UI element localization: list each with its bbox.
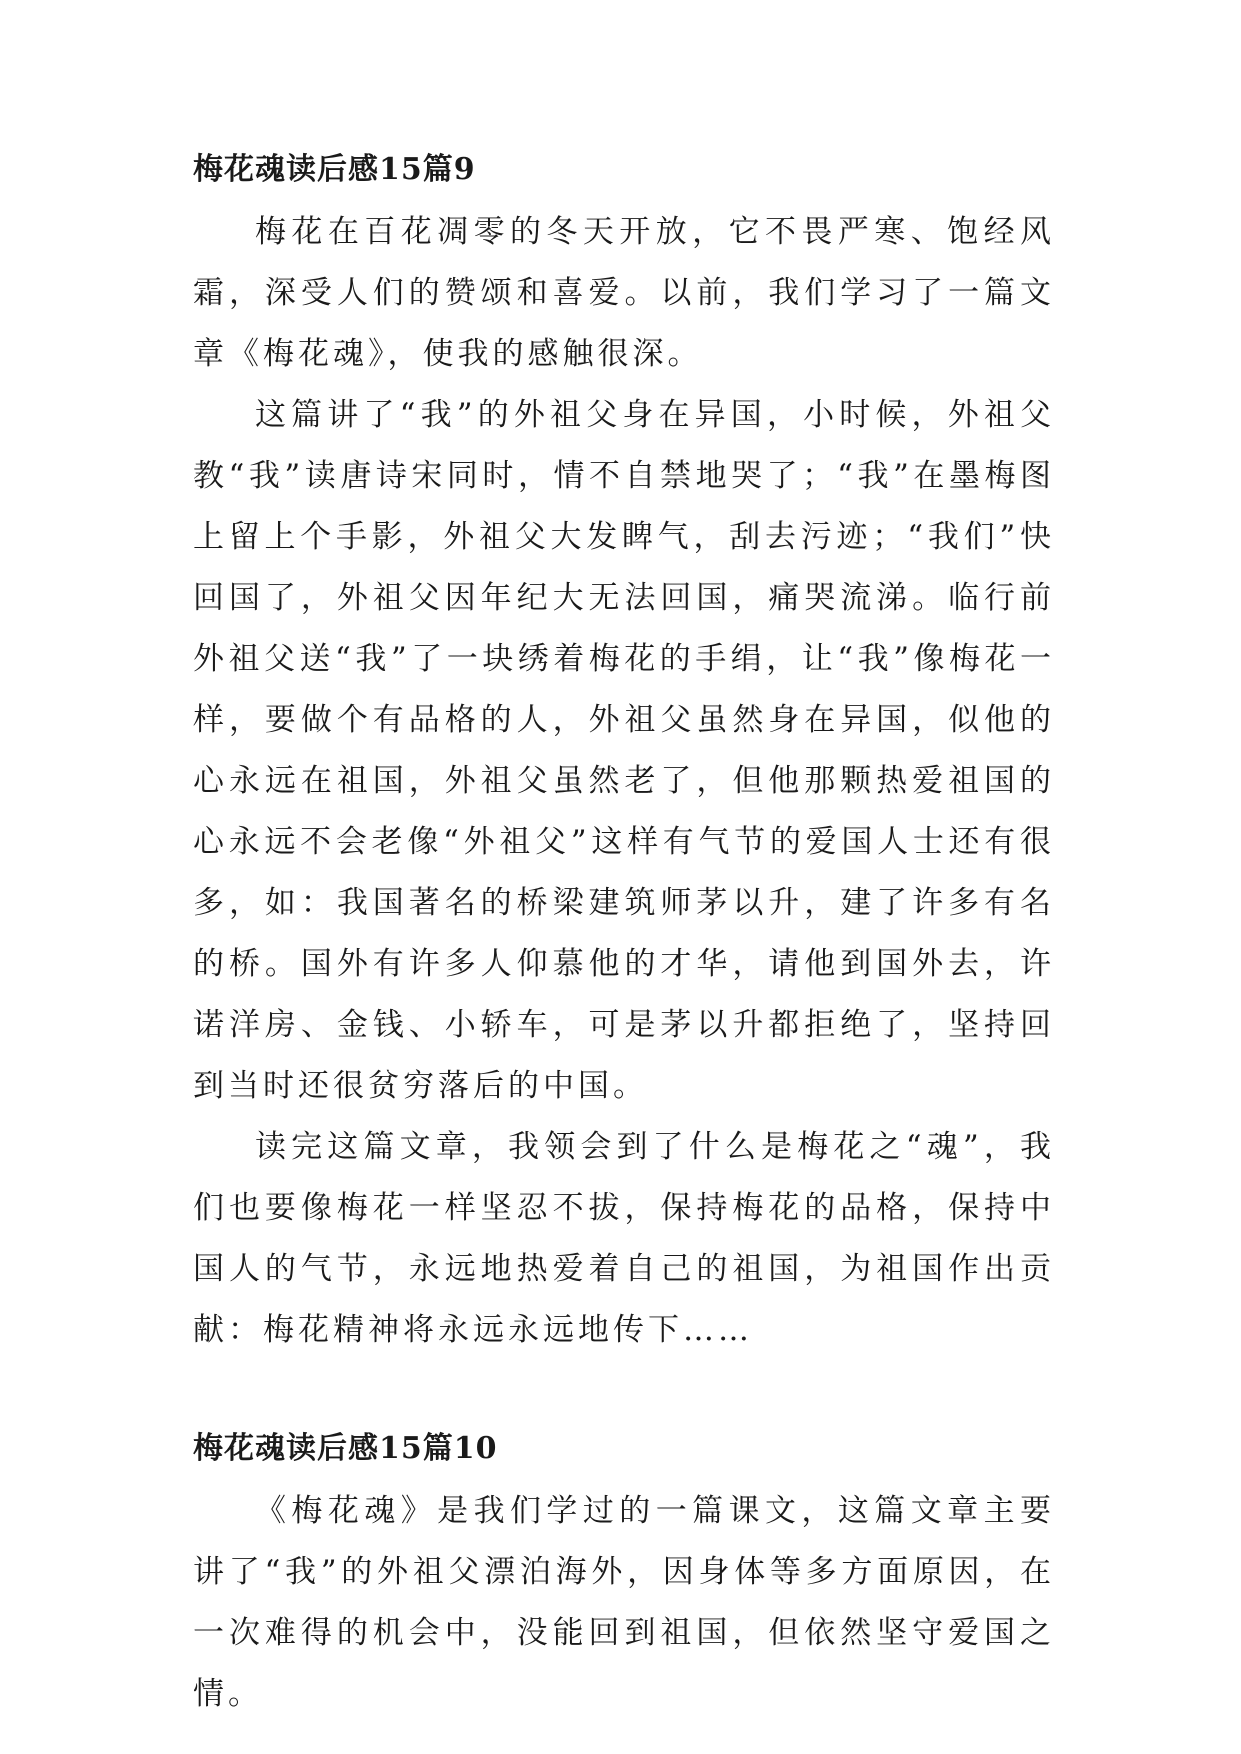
document-page [193,150,1055,1725]
essay-section-9 [193,150,1055,1361]
body-paragraph: 梅花在百花凋零的冬天开放，它不畏严寒、饱经风霜，深受人们的赞颂和喜爱。以前，我们学习了一篇文章《梅花魂》，使我的感触很深。 [193,214,1055,372]
essay-section-10 [193,1429,1055,1725]
body-paragraph: 读完这篇文章，我领会到了什么是梅花之“魂”，我们也要像梅花一样坚忍不拔，保持梅花的品格，保持中国人的气节，永远地热爱着自己的祖国，为祖国作出贡献：梅花精神将永远永远地传下…… [193,1129,1055,1348]
body-paragraph: 这篇讲了“我”的外祖父身在异国，小时候，外祖父教“我”读唐诗宋同时，情不自禁地哭了；“我”在墨梅图上留上个手影，外祖父大发睥气，刮去污迹；“我们”快回国了，外祖父因年纪大无法回国，痛哭流涕。临行前外祖父送“我”了一块绣着梅花的手绢，让“我”像梅花一样，要做个有品格的人，外祖父虽然身在异国，似他的心永远在祖国，外祖父虽然老了，但他那颗热爱祖国的心永远不会老像“外祖父”这样有气节的爱国人士还有很多，如：我国著名的桥梁建筑师茅以升，建了许多有名的桥。国外有许多人仰慕他的才华，请他到国外去，许诺洋房、金钱、小轿车，可是茅以升都拒绝了，坚持回到当时还很贫穷落后的中国。 [193,397,1055,1104]
section-heading: 梅花魂读后感15篇10 [193,1431,498,1466]
section-heading: 梅花魂读后感15篇9 [193,152,476,187]
body-paragraph: 《梅花魂》是我们学过的一篇课文，这篇文章主要讲了“我”的外祖父漂泊海外，因身体等多方面原因，在一次难得的机会中，没能回到祖国，但依然坚守爱国之情。 [193,1493,1055,1712]
